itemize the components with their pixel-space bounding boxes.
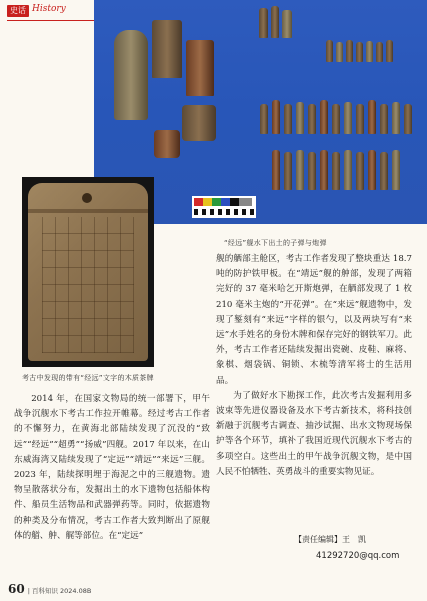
section-header bbox=[0, 0, 100, 20]
wooden-plaque bbox=[28, 183, 148, 361]
color-reference-card bbox=[192, 196, 256, 218]
right-column-text bbox=[216, 252, 412, 480]
left-column-text bbox=[14, 392, 210, 544]
editor-email: 41292720@qq.com bbox=[316, 551, 400, 561]
paragraph: 为了做好水下勘探工作，此次考古发掘利用多波束等先进仪器设备及水下考古新技术，将科技创新融于沉舰考古调查、抽沙试掘、出水文物现场保护等各个环节，填补了我国近现代沉舰水下考古的多项空白。这些出土的甲午战争沉舰文物，是中国人民不怕牺牲、英勇战斗的重要实物见证。 bbox=[216, 390, 412, 477]
artifacts-caption: “经远”舰水下出土的子弹与炮弹 bbox=[224, 239, 327, 247]
wooden-plaque-photo bbox=[22, 177, 154, 367]
section-badge: 史话 bbox=[7, 5, 29, 17]
paragraph: 舰的舾部主舱区，考古工作者发现了整块重达 18.7 吨的防护铁甲板。在“靖远”舰的舯部，发现了两箱完好的 37 毫米哈乞开斯炮弹，在舾部发现了 1 枚 210 毫米主炮的“开花弹”。在“来远”舰遗物中，发现了錾刻有“来远”字样的银勺，以及两块写有“来远”水手姓名的身份木牌和保存完好的钢铁军刀。此外，考古工作者还陆续发掘出瓷碗、皮鞋、麻将、象棋、烟袋锅、铜锁、木梳等清军将士的生活用品。 bbox=[216, 254, 412, 386]
page-number: 60 bbox=[8, 582, 25, 596]
magazine-issue: | 百科知识 2024.08B bbox=[27, 587, 92, 595]
page-footer bbox=[8, 578, 92, 596]
plaque-caption: 考古中发现的带有“经远”文字的木质茶牌 bbox=[22, 374, 154, 382]
section-name: History bbox=[32, 4, 66, 14]
responsible-editor: 【责任编辑】王 凯 bbox=[294, 535, 366, 544]
header-rule bbox=[7, 20, 97, 21]
paragraph: 2014 年，在国家文物局的统一部署下，甲午战争沉舰水下考古工作拉开帷幕。经过考古工作者的不懈努力，在黄海北部陆续发现了沉没的“致远”“经远”“超勇”“扬威”四舰。2017 年以来，在山东威海湾又陆续发现了“定远”“靖远”“来远”三舰。2023 年，陆续探明埋于海泥之中的三舰遗物。遗物呈散落状分布，发掘出土的水下遗物包括船体构件、船员生活物品和武器弹药等。同时，依据遗物的种类及分布情况，考古工作者大致判断出了原舰体的艏、舯、艉等部位。在“定远” bbox=[14, 394, 210, 541]
